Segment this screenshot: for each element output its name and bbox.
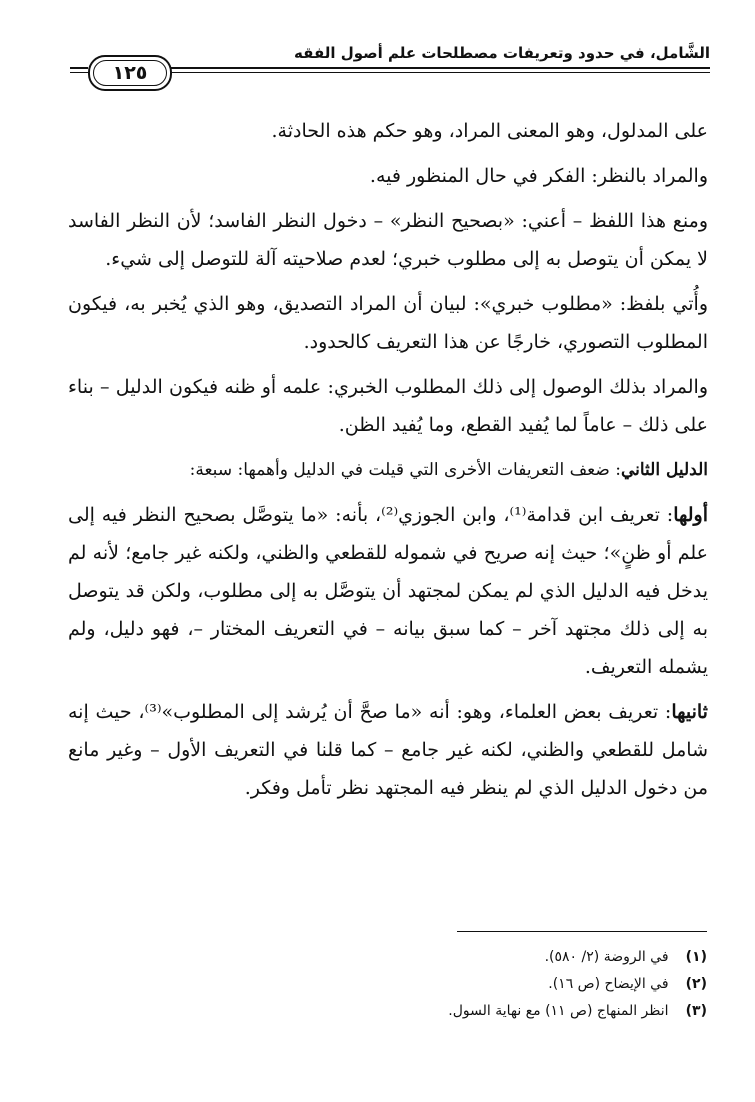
paragraph-3 xyxy=(68,202,708,278)
paragraph-5 xyxy=(68,368,708,444)
footnote-1 xyxy=(107,944,707,971)
footnote-number: (١) xyxy=(685,949,707,965)
page-header xyxy=(70,40,710,100)
paragraph-8 xyxy=(68,693,708,807)
paragraph-2 xyxy=(68,157,708,195)
footnotes xyxy=(107,944,707,1025)
running-title: الشَّامل، في حدود وتعريفات مصطلحات علم أصول الفقه xyxy=(294,44,710,62)
paragraph-1 xyxy=(68,112,708,150)
paragraph-6 xyxy=(68,451,708,489)
header-rule-bottom xyxy=(165,72,710,73)
page-number-frame xyxy=(88,55,172,91)
header-rule-top xyxy=(165,67,710,69)
header-rule-left-top xyxy=(70,67,88,69)
header-rule-left-bottom xyxy=(70,72,88,73)
paragraph-text: ومنع هذا اللفظ – أعني: «بصحيح النظر» – دخول النظر الفاسد؛ لأن النظر الفاسد لا يمكن أن يتوصل به إلى مطلوب خبري؛ لعدم صلاحيته آلة للتوصل إلى شيء. xyxy=(68,210,708,270)
footnote-text: انظر المنهاج (ص ١١) مع نهاية السول. xyxy=(448,1003,669,1019)
footnote-2 xyxy=(107,971,707,998)
footnote-text: في الإيضاح (ص ١٦). xyxy=(548,976,669,992)
footnote-separator xyxy=(457,931,707,932)
footnote-number: (٢) xyxy=(685,976,707,992)
paragraph-text: : تعريف بعض العلماء، وهو: أنه «ما صحَّ أن يُرشد إلى المطلوب»⁽³⁾، حيث إنه شامل للقطعي والظني، لكنه غير جامع – كما قلنا في التعريف الأول – وغير مانع من دخول الدليل الذي لم ينظر فيه المجتهد نظر تأمل وفكر. xyxy=(68,701,708,799)
page-number: ١٢٥ xyxy=(112,62,148,84)
paragraph-text: والمراد بالنظر: الفكر في حال المنظور فيه. xyxy=(369,165,708,187)
footnote-3 xyxy=(107,998,707,1025)
paragraph-text: على المدلول، وهو المعنى المراد، وهو حكم هذه الحادثة. xyxy=(271,120,708,142)
body-text xyxy=(68,112,708,814)
paragraph-text: : تعريف ابن قدامة⁽¹⁾، وابن الجوزي⁽²⁾، بأنه: «ما يتوصَّل بصحيح النظر فيه إلى علم أو ظنٍ»؛ حيث إنه صريح في شموله للقطعي والظني، ولكنه غير جامع؛ لأنه لم يدخل فيه الدليل الذي لم يمكن لمجتهد أن يتوصَّل به إلى مطلوب، ولكن قد يتوصل به إلى ذلك مجتهد آخر – كما سبق بيانه – في التعريف المختار –، فهو دليل، ولم يشمله التعريف. xyxy=(68,504,708,678)
paragraph-text: وأُتي بلفظ: «مطلوب خبري»: لبيان أن المراد التصديق، وهو الذي يُخبر به، فيكون المطلوب التصوري، خارجًا عن هذا التعريف كالحدود. xyxy=(68,293,708,353)
footnote-text: في الروضة (٢/ ٥٨٠). xyxy=(544,949,669,965)
paragraph-7 xyxy=(68,496,708,686)
paragraph-4 xyxy=(68,285,708,361)
paragraph-text: والمراد بذلك الوصول إلى ذلك المطلوب الخبري: علمه أو ظنه فيكون الدليل – بناء على ذلك – عاماً لما يُفيد القطع، وما يُفيد الظن. xyxy=(68,376,708,436)
footnote-number: (٣) xyxy=(685,1003,707,1019)
paragraph-lead: أولها xyxy=(673,504,708,526)
paragraph-text: : ضعف التعريفات الأخرى التي قيلت في الدليل وأهمها: سبعة: xyxy=(189,460,621,480)
paragraph-lead: الدليل الثاني xyxy=(620,460,708,480)
paragraph-lead: ثانيها xyxy=(671,701,708,723)
